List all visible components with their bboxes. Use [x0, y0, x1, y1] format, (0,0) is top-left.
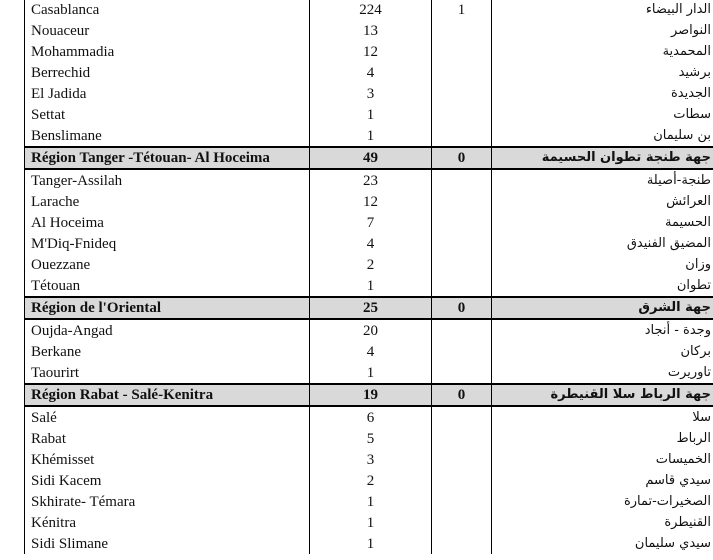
city-name-ar: سيدي سليمان — [492, 533, 713, 554]
secondary-count — [432, 62, 492, 83]
city-name-ar: بن سليمان — [492, 125, 713, 147]
city-name-fr: Ouezzane — [25, 254, 310, 275]
case-count: 25 — [310, 297, 432, 319]
table-row — [25, 491, 713, 512]
table-row — [25, 449, 713, 470]
secondary-count — [432, 319, 492, 341]
case-count: 19 — [310, 384, 432, 406]
region-row — [25, 384, 713, 406]
table-row — [25, 104, 713, 125]
secondary-count — [432, 169, 492, 191]
secondary-count — [432, 275, 492, 297]
case-count: 1 — [310, 533, 432, 554]
secondary-count — [432, 212, 492, 233]
city-name-fr: Benslimane — [25, 125, 310, 147]
secondary-count: 0 — [432, 384, 492, 406]
secondary-count — [432, 341, 492, 362]
table-row — [25, 341, 713, 362]
secondary-count: 0 — [432, 297, 492, 319]
table-row — [25, 533, 713, 554]
region-name-fr: Région de l'Oriental — [25, 297, 310, 319]
city-name-fr: Salé — [25, 406, 310, 428]
table-row — [25, 62, 713, 83]
city-name-ar: الصخيرات-تمارة — [492, 491, 713, 512]
city-name-ar: القنيطرة — [492, 512, 713, 533]
table-row — [25, 20, 713, 41]
city-name-ar: الرباط — [492, 428, 713, 449]
city-name-ar: الدار البيضاء — [492, 0, 713, 20]
case-count: 6 — [310, 406, 432, 428]
region-name-ar: جهة الشرق — [492, 297, 713, 319]
city-name-fr: El Jadida — [25, 83, 310, 104]
city-name-fr: Tanger-Assilah — [25, 169, 310, 191]
secondary-count: 0 — [432, 147, 492, 169]
case-count: 4 — [310, 233, 432, 254]
region-name-fr: Région Rabat - Salé-Kenitra — [25, 384, 310, 406]
city-name-fr: Sidi Kacem — [25, 470, 310, 491]
case-count: 20 — [310, 319, 432, 341]
city-name-ar: سيدي قاسم — [492, 470, 713, 491]
city-name-ar: طنجة-أصيلة — [492, 169, 713, 191]
region-name-fr: Région Tanger -Tétouan- Al Hoceima — [25, 147, 310, 169]
case-count: 5 — [310, 428, 432, 449]
table-row — [25, 169, 713, 191]
secondary-count — [432, 233, 492, 254]
city-name-ar: الخميسات — [492, 449, 713, 470]
secondary-count — [432, 362, 492, 384]
city-name-ar: الجديدة — [492, 83, 713, 104]
table-row — [25, 125, 713, 147]
city-name-ar: المحمدية — [492, 41, 713, 62]
city-name-fr: Nouaceur — [25, 20, 310, 41]
secondary-count — [432, 406, 492, 428]
city-name-fr: Casablanca — [25, 0, 310, 20]
city-name-fr: Tétouan — [25, 275, 310, 297]
case-count: 4 — [310, 62, 432, 83]
secondary-count — [432, 491, 492, 512]
secondary-count — [432, 20, 492, 41]
case-count: 3 — [310, 449, 432, 470]
city-name-fr: Khémisset — [25, 449, 310, 470]
case-count: 3 — [310, 83, 432, 104]
city-name-fr: Rabat — [25, 428, 310, 449]
secondary-count — [432, 428, 492, 449]
city-name-fr: Larache — [25, 191, 310, 212]
secondary-count — [432, 191, 492, 212]
region-name-ar: جهة طنجة تطوان الحسيمة — [492, 147, 713, 169]
city-name-ar: وجدة - أنجاد — [492, 319, 713, 341]
table-row — [25, 512, 713, 533]
cases-table — [24, 0, 713, 554]
city-name-ar: برشيد — [492, 62, 713, 83]
secondary-count: 1 — [432, 0, 492, 20]
city-name-fr: Berkane — [25, 341, 310, 362]
city-name-ar: المضيق الفنيدق — [492, 233, 713, 254]
case-count: 23 — [310, 169, 432, 191]
city-name-fr: Mohammadia — [25, 41, 310, 62]
table-row — [25, 83, 713, 104]
secondary-count — [432, 41, 492, 62]
table-body — [25, 0, 713, 554]
city-name-fr: M'Diq-Fnideq — [25, 233, 310, 254]
case-count: 2 — [310, 470, 432, 491]
city-name-fr: Sidi Slimane — [25, 533, 310, 554]
table-row — [25, 319, 713, 341]
table-row — [25, 362, 713, 384]
case-count: 13 — [310, 20, 432, 41]
region-row — [25, 297, 713, 319]
table-row — [25, 254, 713, 275]
table-row — [25, 41, 713, 62]
secondary-count — [432, 125, 492, 147]
case-count: 49 — [310, 147, 432, 169]
city-name-ar: وزان — [492, 254, 713, 275]
secondary-count — [432, 512, 492, 533]
case-count: 1 — [310, 275, 432, 297]
case-count: 7 — [310, 212, 432, 233]
case-count: 1 — [310, 512, 432, 533]
secondary-count — [432, 83, 492, 104]
city-name-fr: Settat — [25, 104, 310, 125]
case-count: 1 — [310, 362, 432, 384]
table-row — [25, 0, 713, 20]
city-name-ar: تطوان — [492, 275, 713, 297]
secondary-count — [432, 104, 492, 125]
city-name-fr: Oujda-Angad — [25, 319, 310, 341]
secondary-count — [432, 254, 492, 275]
region-row — [25, 147, 713, 169]
case-count: 4 — [310, 341, 432, 362]
city-name-fr: Al Hoceima — [25, 212, 310, 233]
city-name-ar: سلا — [492, 406, 713, 428]
case-count: 2 — [310, 254, 432, 275]
city-name-fr: Kénitra — [25, 512, 310, 533]
table-row — [25, 470, 713, 491]
city-name-fr: Berrechid — [25, 62, 310, 83]
city-name-ar: تاوريرت — [492, 362, 713, 384]
city-name-ar: النواصر — [492, 20, 713, 41]
table-row — [25, 428, 713, 449]
secondary-count — [432, 470, 492, 491]
city-name-fr: Taourirt — [25, 362, 310, 384]
secondary-count — [432, 533, 492, 554]
case-count: 1 — [310, 491, 432, 512]
city-name-ar: بركان — [492, 341, 713, 362]
region-name-ar: جهة الرباط سلا القنيطرة — [492, 384, 713, 406]
case-count: 1 — [310, 125, 432, 147]
case-count: 12 — [310, 191, 432, 212]
city-name-ar: سطات — [492, 104, 713, 125]
city-name-ar: العرائش — [492, 191, 713, 212]
case-count: 1 — [310, 104, 432, 125]
table-row — [25, 406, 713, 428]
table-row — [25, 275, 713, 297]
case-count: 12 — [310, 41, 432, 62]
table-row — [25, 191, 713, 212]
table-row — [25, 212, 713, 233]
city-name-ar: الحسيمة — [492, 212, 713, 233]
secondary-count — [432, 449, 492, 470]
city-name-fr: Skhirate- Témara — [25, 491, 310, 512]
case-count: 224 — [310, 0, 432, 20]
table-row — [25, 233, 713, 254]
